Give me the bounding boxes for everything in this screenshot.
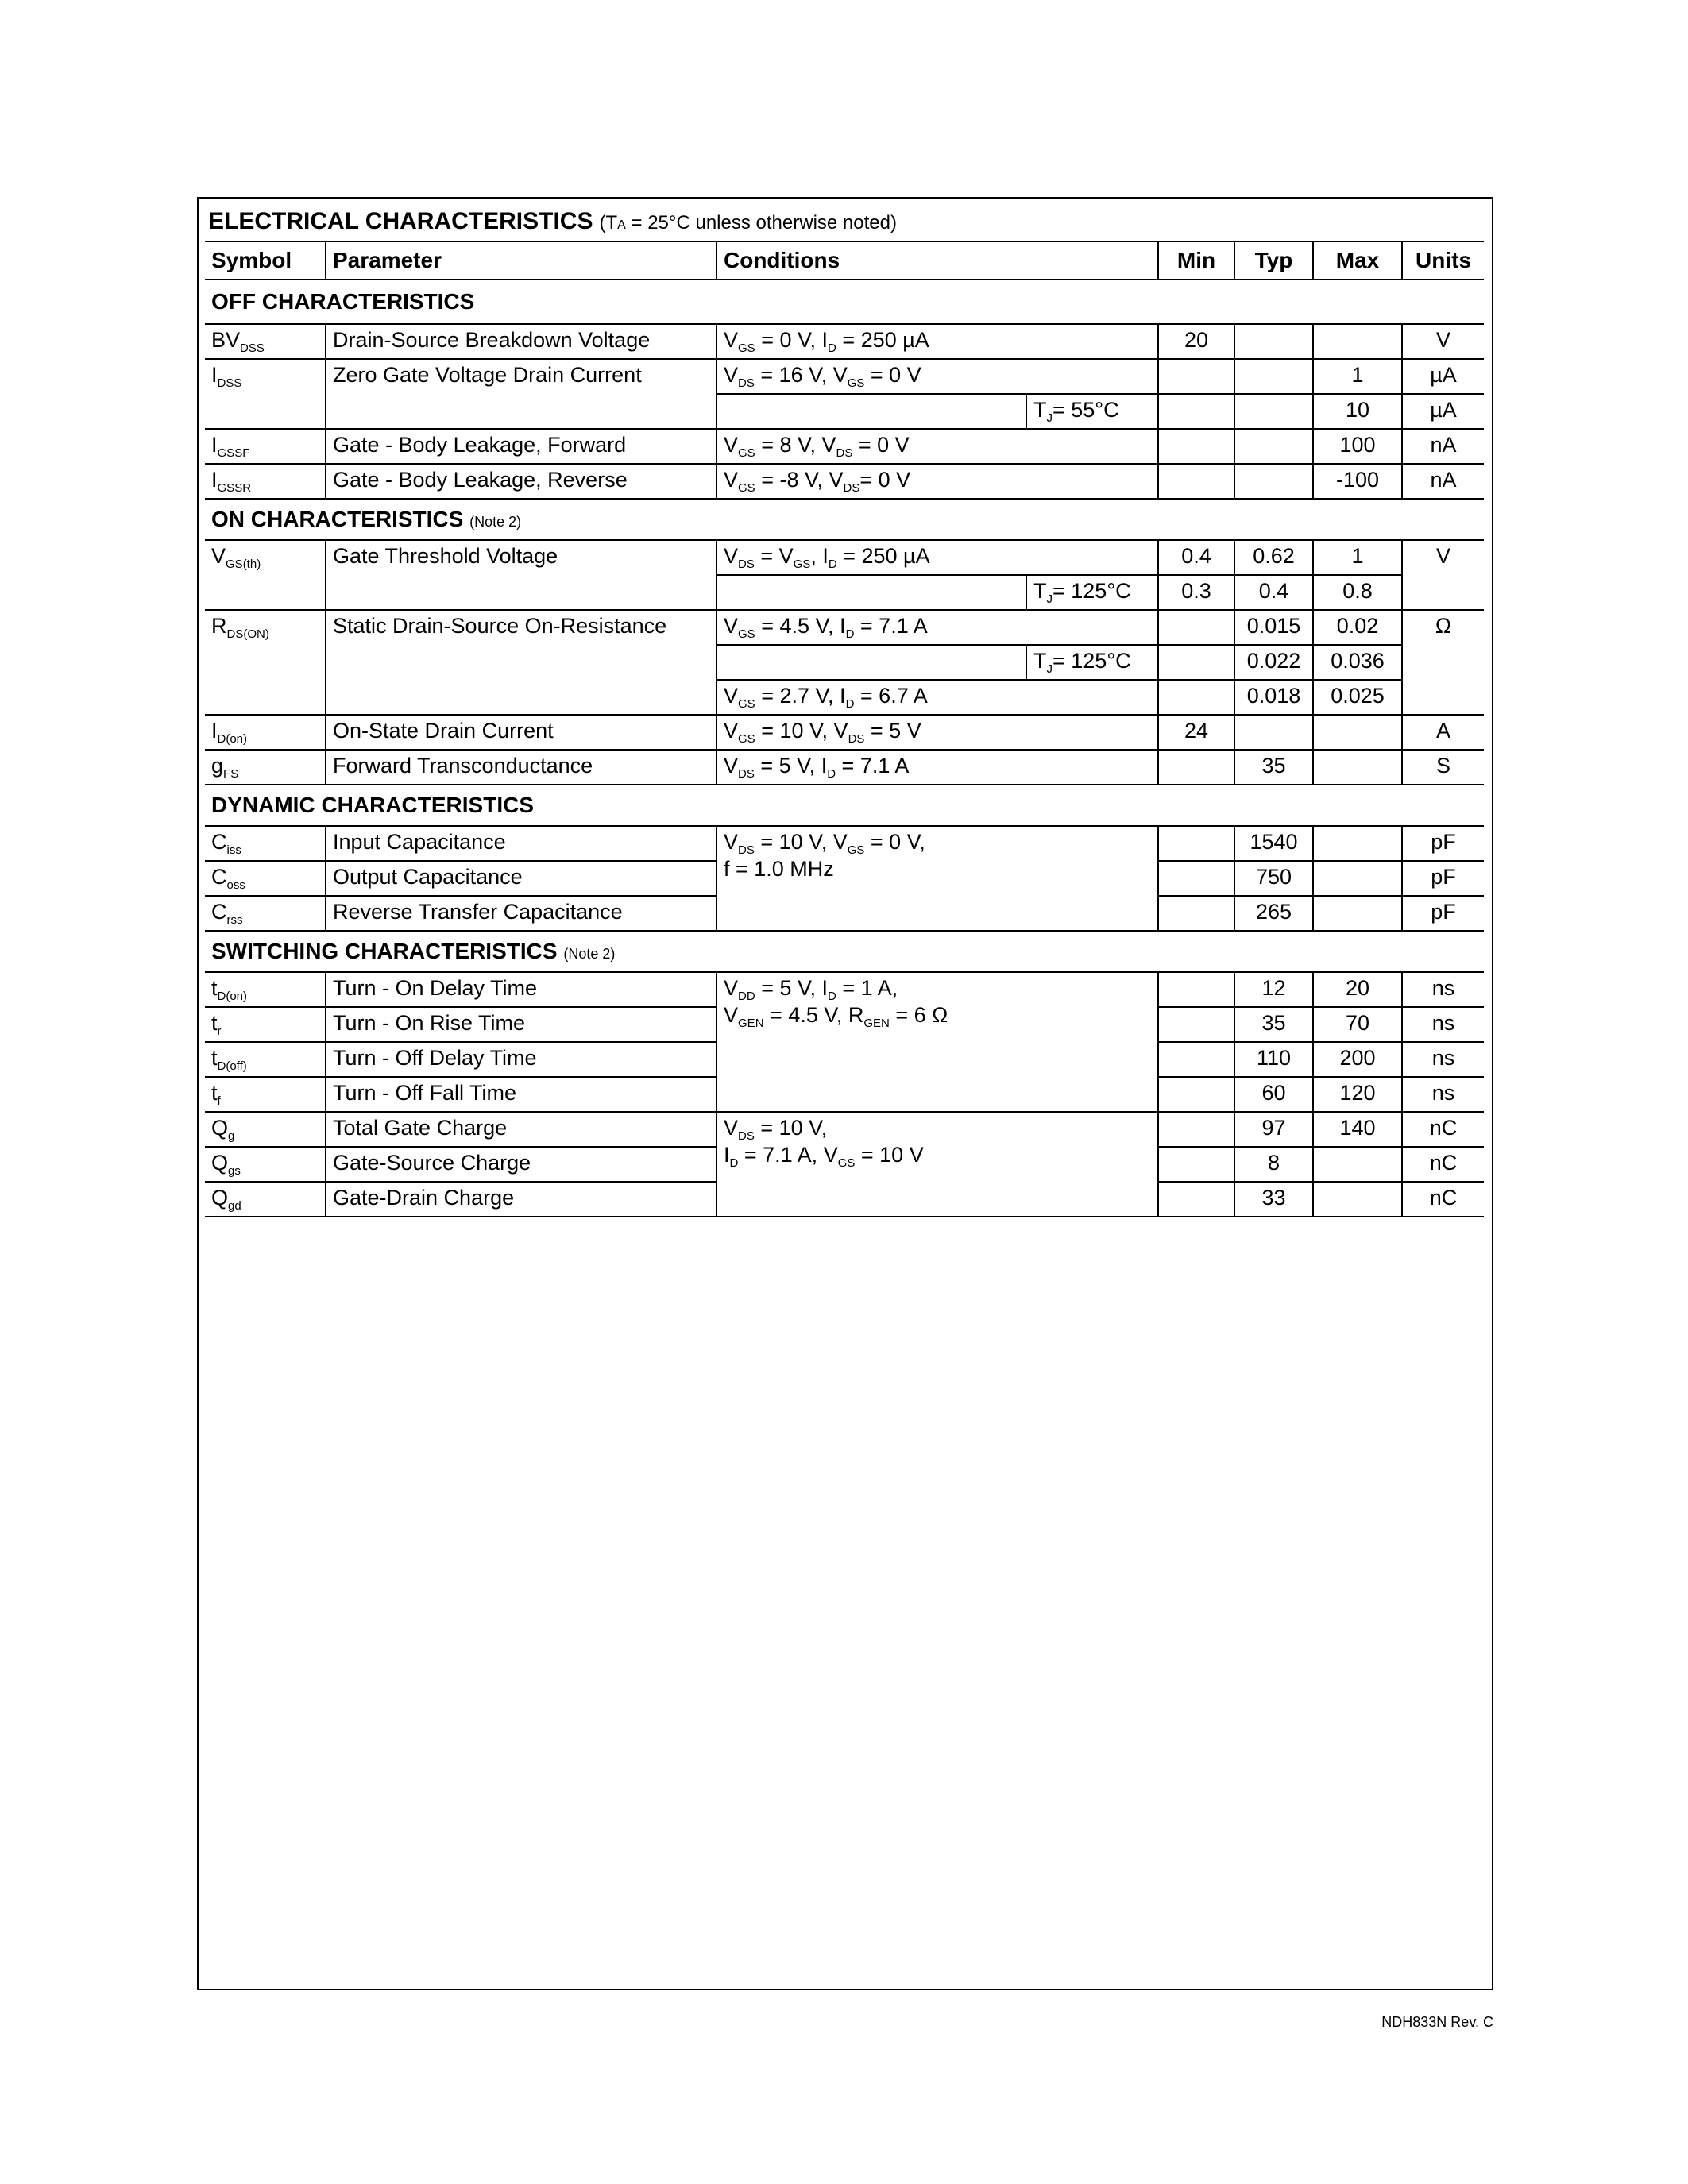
section-off: OFF CHARACTERISTICS [205, 280, 1484, 324]
table-row: $V_{GS} = 2.7$ V, $I_D = 6.7$ A 0.018 0.025 [205, 680, 1484, 715]
table-row: $BV_{DSS}$ Drain-Source Breakdown Voltage $V_{GS} = 0$ V, $I_D = 250$ µA 20 V [205, 324, 1484, 359]
table-row: $Q_g$ Total Gate Charge $V_{DS} = 10$ V, $I_D = 7.1$ A, $V_{GS} = 10$ V 97 140 nC [205, 1112, 1484, 1147]
table-row: $t_{D(off)}$ Turn - Off Delay Time 110 200 ns [205, 1042, 1484, 1077]
table-row: $Q_{gd}$ Gate-Drain Charge 33 nC [205, 1182, 1484, 1217]
table-row: $I_{DSS}$ Zero Gate Voltage Drain Current $V_{DS} = 16$ V, $V_{GS} = 0$ V 1 µA [205, 359, 1484, 394]
section-on: ON CHARACTERISTICS (Note 2) [205, 499, 1484, 540]
table-row: $I_{GSSF}$ Gate - Body Leakage, Forward $V_{GS} = 8$ V, $V_{DS} = 0$ V 100 nA [205, 429, 1484, 464]
table-row: $T_J= 55^\circ C$ 10 µA [205, 394, 1484, 429]
header-typ: Typ [1234, 241, 1313, 280]
document-revision: NDH833N Rev. C [1381, 2014, 1493, 2030]
table-row: $t_{D(on)}$ Turn - On Delay Time $V_{DD} = 5$ V, $I_D = 1$ A, $V_{GEN} = 4.5$ V, $R_{GEN} = 6$ Ω 12 20 ns [205, 972, 1484, 1007]
table-row: $C_{iss}$ Input Capacitance $V_{DS} = 10$ V, $V_{GS} = 0$ V, f = 1.0 MHz 1540 pF [205, 826, 1484, 861]
table-row: $T_J= 125^\circ C$ 0.3 0.4 0.8 [205, 575, 1484, 610]
title-main: ELECTRICAL CHARACTERISTICS [208, 208, 593, 234]
header-row [205, 241, 1484, 280]
table-row: $C_{rss}$ Reverse Transfer Capacitance 265 pF [205, 896, 1484, 931]
header-symbol: Symbol [205, 241, 326, 280]
table-row: $V_{GS(th)}$ Gate Threshold Voltage $V_{DS} = V_{GS}$, $I_D = 250$ µA 0.4 0.62 1 V [205, 540, 1484, 575]
header-conditions: Conditions [717, 241, 1158, 280]
table-row: $t_r$ Turn - On Rise Time 35 70 ns [205, 1007, 1484, 1042]
section-dynamic: DYNAMIC CHARACTERISTICS [205, 785, 1484, 826]
table-row: $I_{D(on)}$ On-State Drain Current $V_{GS} = 10$ V, $V_{DS} = 5$ V 24 A [205, 715, 1484, 750]
table-row: $I_{GSSR}$ Gate - Body Leakage, Reverse $V_{GS} = -8$ V, $V_{DS}= 0$ V -100 nA [205, 464, 1484, 499]
table-title: ELECTRICAL CHARACTERISTICS (TA = 25°C unless otherwise noted) [208, 208, 897, 234]
header-parameter: Parameter [326, 241, 717, 280]
header-min: Min [1158, 241, 1234, 280]
table-row: $Q_{gs}$ Gate-Source Charge 8 nC [205, 1147, 1484, 1182]
header-max: Max [1313, 241, 1402, 280]
table-row: $C_{oss}$ Output Capacitance 750 pF [205, 861, 1484, 896]
table-row: $R_{DS(ON)}$ Static Drain-Source On-Resistance $V_{GS} = 4.5$ V, $I_D = 7.1$ A 0.015 0.02 Ω [205, 610, 1484, 645]
header-units: Units [1402, 241, 1484, 280]
section-switching: SWITCHING CHARACTERISTICS (Note 2) [205, 931, 1484, 972]
electrical-characteristics-table [205, 241, 1484, 1217]
table-row: $g_{FS}$ Forward Transconductance $V_{DS} = 5$ V, $I_D = 7.1$ A 35 S [205, 750, 1484, 785]
table-row: $t_f$ Turn - Off Fall Time 60 120 ns [205, 1077, 1484, 1112]
table-row: $T_J= 125^\circ C$ 0.022 0.036 [205, 645, 1484, 680]
